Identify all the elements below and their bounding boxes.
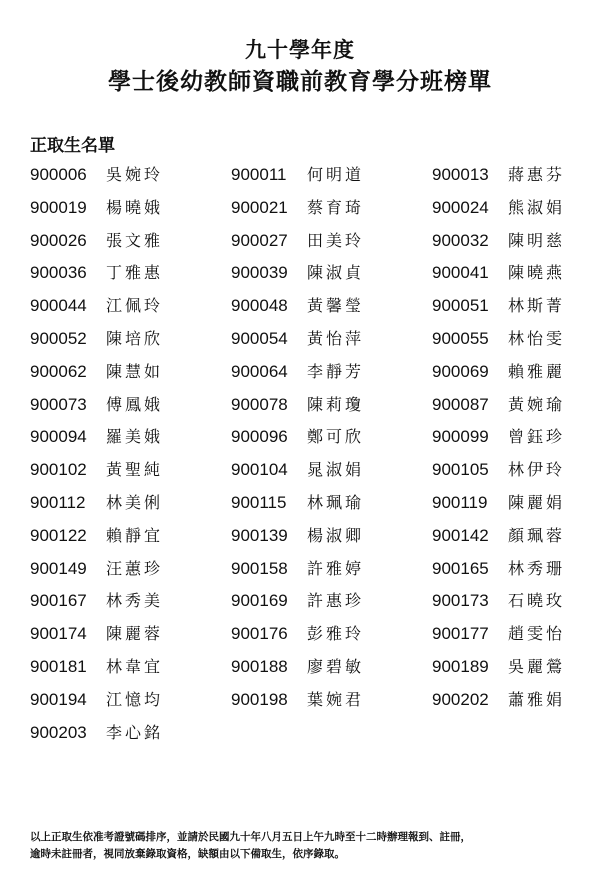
list-row <box>30 388 590 421</box>
list-item <box>30 162 163 185</box>
list-item <box>30 457 163 480</box>
student-name: 蕭雅娟 <box>508 689 566 709</box>
list-item <box>30 621 163 644</box>
list-row <box>30 617 590 650</box>
student-name: 陳麗娟 <box>508 492 566 512</box>
list-item <box>231 523 364 546</box>
student-name: 林斯菁 <box>508 296 566 316</box>
list-item <box>30 523 163 546</box>
student-name: 張文雅 <box>106 230 164 250</box>
list-item <box>432 556 565 579</box>
student-name: 葉婉君 <box>307 689 365 709</box>
list-item <box>432 523 565 546</box>
student-name: 賴雅麗 <box>508 361 566 381</box>
exam-number: 900019 <box>30 197 87 217</box>
student-name: 熊淑娟 <box>508 197 566 217</box>
student-name: 蔣惠芬 <box>508 165 566 184</box>
exam-number: 900051 <box>432 296 489 316</box>
list-row <box>30 420 590 453</box>
exam-number: 900044 <box>30 296 87 316</box>
list-item <box>30 424 163 447</box>
list-item <box>432 359 565 382</box>
student-name: 陳莉瓊 <box>307 394 365 414</box>
student-name: 汪蕙珍 <box>106 558 164 578</box>
student-name: 田美玲 <box>307 230 365 250</box>
list-item <box>432 260 565 283</box>
exam-number: 900165 <box>432 558 489 578</box>
student-name: 何明道 <box>307 165 365 184</box>
list-item <box>30 326 163 349</box>
student-name: 林秀美 <box>106 591 164 611</box>
exam-number: 900189 <box>432 656 489 676</box>
student-name: 許惠珍 <box>307 591 365 611</box>
exam-number: 900021 <box>231 197 288 217</box>
exam-number: 900073 <box>30 394 87 414</box>
list-item <box>432 326 565 349</box>
footer-line-2: 逾時未註冊者，視同放棄錄取資格，缺額由以下備取生，依序錄取。 <box>30 848 345 860</box>
exam-number: 900064 <box>231 361 288 381</box>
student-name: 黃婉瑜 <box>508 394 566 414</box>
student-name: 江佩玲 <box>106 296 164 316</box>
student-name: 李心銘 <box>106 722 164 742</box>
list-item <box>30 720 163 743</box>
exam-number: 900024 <box>432 197 489 217</box>
list-item <box>432 195 565 218</box>
student-name: 林怡雯 <box>508 328 566 348</box>
exam-number: 900104 <box>231 460 288 480</box>
student-name: 黃馨瑩 <box>307 296 365 316</box>
exam-number: 900054 <box>231 328 288 348</box>
student-name: 林秀珊 <box>508 558 566 578</box>
student-name: 黃怡萍 <box>307 328 365 348</box>
exam-number: 900119 <box>432 492 488 512</box>
list-item <box>231 687 364 710</box>
exam-number: 900055 <box>432 328 489 348</box>
exam-number: 900094 <box>30 427 87 447</box>
footer-note <box>30 829 590 863</box>
list-item <box>432 654 565 677</box>
list-item <box>432 687 565 710</box>
list-item <box>432 293 565 316</box>
student-name: 林伊玲 <box>508 460 566 480</box>
exam-number: 900069 <box>432 361 489 381</box>
list-row <box>30 552 590 585</box>
list-item <box>231 293 364 316</box>
exam-number: 900194 <box>30 689 87 709</box>
exam-number: 900011 <box>231 165 287 184</box>
exam-number: 900169 <box>231 591 288 611</box>
student-name: 蔡育琦 <box>307 197 365 217</box>
section-heading: 正取生名單 <box>30 136 115 156</box>
exam-number: 900177 <box>432 624 489 644</box>
student-name: 顏珮蓉 <box>508 525 566 545</box>
list-item <box>231 195 364 218</box>
list-item <box>432 392 565 415</box>
exam-number: 900102 <box>30 460 87 480</box>
exam-number: 900198 <box>231 689 288 709</box>
list-item <box>231 588 364 611</box>
list-item <box>231 490 364 513</box>
list-item <box>30 392 163 415</box>
list-item <box>30 293 163 316</box>
admission-list <box>30 158 590 748</box>
list-item <box>432 424 565 447</box>
list-item <box>432 621 565 644</box>
student-name: 石曉玫 <box>508 591 566 611</box>
list-item <box>231 424 364 447</box>
student-name: 趙雯怡 <box>508 624 566 644</box>
list-row <box>30 322 590 355</box>
list-item <box>231 556 364 579</box>
student-name: 晁淑娟 <box>307 460 365 480</box>
exam-number: 900099 <box>432 427 489 447</box>
student-name: 羅美娥 <box>106 427 164 447</box>
exam-number: 900167 <box>30 591 87 611</box>
student-name: 彭雅玲 <box>307 624 365 644</box>
list-row <box>30 224 590 257</box>
list-item <box>231 326 364 349</box>
student-name: 曾鈺珍 <box>508 427 566 447</box>
list-item <box>30 260 163 283</box>
list-item <box>432 162 565 185</box>
student-name: 林珮瑜 <box>307 492 365 512</box>
exam-number: 900176 <box>231 624 288 644</box>
list-item <box>30 654 163 677</box>
list-item <box>30 490 163 513</box>
list-item <box>30 588 163 611</box>
student-name: 陳慧如 <box>106 361 164 381</box>
student-name: 江憶均 <box>106 689 164 709</box>
list-row <box>30 716 590 749</box>
list-item <box>231 621 364 644</box>
exam-number: 900181 <box>30 656 87 676</box>
exam-number: 900078 <box>231 394 288 414</box>
list-item <box>231 260 364 283</box>
list-row <box>30 191 590 224</box>
exam-number: 900026 <box>30 230 87 250</box>
student-name: 吳麗鶯 <box>508 656 566 676</box>
student-name: 陳培欣 <box>106 328 164 348</box>
student-name: 許雅婷 <box>307 558 365 578</box>
page-title: 九十學年度 <box>245 37 355 62</box>
list-row <box>30 289 590 322</box>
exam-number: 900013 <box>432 165 489 184</box>
list-item <box>432 457 565 480</box>
student-name: 林美俐 <box>106 492 164 512</box>
list-item <box>231 162 364 185</box>
exam-number: 900122 <box>30 525 87 545</box>
exam-number: 900048 <box>231 296 288 316</box>
exam-number: 900096 <box>231 427 288 447</box>
exam-number: 900139 <box>231 525 288 545</box>
list-item <box>432 588 565 611</box>
exam-number: 900041 <box>432 263 489 283</box>
exam-number: 900006 <box>30 165 87 184</box>
student-name: 李靜芳 <box>307 361 365 381</box>
list-item <box>231 457 364 480</box>
student-name: 楊淑卿 <box>307 525 365 545</box>
list-item <box>432 228 565 251</box>
list-row <box>30 486 590 519</box>
list-row <box>30 158 590 191</box>
exam-number: 900173 <box>432 591 489 611</box>
list-row <box>30 519 590 552</box>
exam-number: 900036 <box>30 263 87 283</box>
exam-number: 900062 <box>30 361 87 381</box>
exam-number: 900158 <box>231 558 288 578</box>
exam-number: 900203 <box>30 722 87 742</box>
list-item <box>30 687 163 710</box>
list-item <box>231 228 364 251</box>
student-name: 林韋宜 <box>106 656 164 676</box>
list-item <box>231 359 364 382</box>
list-item <box>30 195 163 218</box>
list-row <box>30 584 590 617</box>
exam-number: 900202 <box>432 689 489 709</box>
exam-number: 900105 <box>432 460 489 480</box>
list-row <box>30 355 590 388</box>
student-name: 賴靜宜 <box>106 525 164 545</box>
list-row <box>30 650 590 683</box>
student-name: 楊曉娥 <box>106 197 164 217</box>
exam-number: 900174 <box>30 624 87 644</box>
student-name: 陳明慈 <box>508 230 566 250</box>
student-name: 吳婉玲 <box>106 165 164 184</box>
list-item <box>30 359 163 382</box>
list-item <box>432 490 565 513</box>
exam-number: 900112 <box>30 492 86 512</box>
list-item <box>30 228 163 251</box>
exam-number: 900027 <box>231 230 288 250</box>
list-item <box>30 556 163 579</box>
exam-number: 900032 <box>432 230 489 250</box>
student-name: 陳曉燕 <box>508 263 566 283</box>
exam-number: 900052 <box>30 328 87 348</box>
exam-number: 900149 <box>30 558 87 578</box>
list-item <box>231 654 364 677</box>
list-row <box>30 683 590 716</box>
exam-number: 900142 <box>432 525 489 545</box>
footer-line-1: 以上正取生依准考證號碼排序，並請於民國九十年八月五日上午九時至十二時辦理報到、註冊， <box>30 831 471 843</box>
student-name: 陳麗蓉 <box>106 624 164 644</box>
student-name: 傅鳳娥 <box>106 394 164 414</box>
student-name: 黃聖純 <box>106 460 164 480</box>
list-row <box>30 256 590 289</box>
student-name: 鄭可欣 <box>307 427 365 447</box>
list-row <box>30 453 590 486</box>
exam-number: 900115 <box>231 492 287 512</box>
exam-number: 900188 <box>231 656 288 676</box>
exam-number: 900039 <box>231 263 288 283</box>
student-name: 陳淑貞 <box>307 263 365 283</box>
page-subtitle: 學士後幼教師資職前教育學分班榜單 <box>108 68 492 95</box>
student-name: 廖碧敏 <box>307 656 365 676</box>
student-name: 丁雅惠 <box>106 263 164 283</box>
exam-number: 900087 <box>432 394 489 414</box>
list-item <box>231 392 364 415</box>
